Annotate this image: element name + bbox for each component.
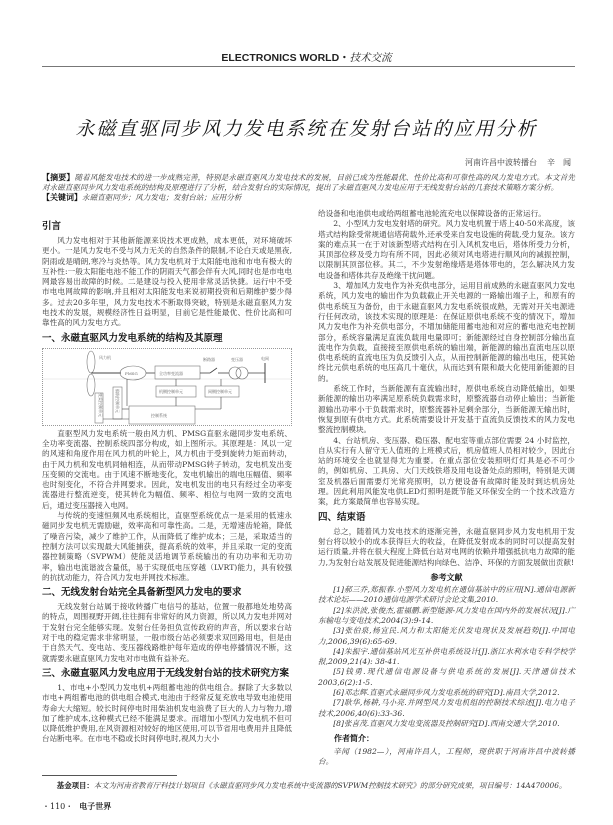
references-heading: 参考文献 xyxy=(430,572,463,582)
page-footer xyxy=(42,801,575,812)
journal-name: ELECTRONICS WORLD xyxy=(221,52,340,64)
reference-item: [6]邓志辉.直驱式永磁同步风力发电系统的研究[D].南昌大学,2012. xyxy=(333,688,560,698)
section-2-paragraph: 无线发射台站属于接收转播广电信号的基站，位置一般都地处地势高的特点，周围视野开阔,往往拥有非常好的风力资源，所以风力发电并网对于发射台完全能够实现。发射台任务担负宣传政府的声音，所以要求台站对于电的稳定需求非常明显，一般市级台站必须要求双回路用电，但是由于自然天气、变电站、变压器线路维护每年造成的停电停播情况不断，这就需要永磁直驱风力发电对市电做有益补充。 xyxy=(42,602,292,663)
label-converter: 全功率变流器 xyxy=(159,370,183,376)
label-control: 控制系统 xyxy=(151,412,167,418)
label-wind-turbine: 风力机 xyxy=(99,354,111,360)
left-column xyxy=(42,209,292,745)
continued-paragraph: 给设备和电池供电或给两组蓄电池轮流充电以保障设备的正常运行。 xyxy=(318,209,546,218)
section-name: 技术交流 xyxy=(349,52,392,64)
intro-heading: 引言 xyxy=(42,221,62,232)
intro-paragraph: 风力发电相对于其他新能源来说技术更成熟，成本更低，对环境破坏更小。一是风力发电不受与风力无关的自然条件的限制,不论白天或是黑夜,阴雨或是晴朗,寒冷与炎热等。风力发电机对于太阳能电池和市电有极大的互补性:一般太阳能电池不能工作的阴雨天气都会伴有大风,同时也是市电电网最容易出故障的时候。二是建设与投入使用非常灵活快捷。运行中不受市电电网故障的影响,并且相对太阳能发电来说初期投资和后期维护要少得多。过去20多年里，风力发电技术不断取得突破，特别是永磁直驱风力发电技术的发展，规模经济性日益明显，目前它是性能最优、性价比高和可靠性高的风力发电方式。 xyxy=(42,236,292,328)
reference-item: [3]张伯泉,杨宜民.风力和太阳能光伏发电现状及发展趋势[J].中国电力,2006,39(6):65-69. xyxy=(318,626,575,646)
page-number: ・110・ xyxy=(42,802,74,812)
author-name: 辛 闻 xyxy=(547,158,571,167)
section-3-paragraph-3: 3、增加风力发电作为补充供电部分，运用目前成熟的永磁直驱风力发电系统，风力发电的输出作为负载截止开关电源的一路输出端子上，和原有的供电系统互为备份，由于永磁直驱风力发电系统很成熟，无需对开关电源进行任何改动，该技术实现的原理是：在保证原供电系统不变的情况下，增加风力发电作为补充供电部分，不增加储能用蓄电池和对应的蓄电池充电控制部分，系统容量满足直流负载用电量即可；新能源经过自身控制部分输出直流电作为负载，直接接至原供电系统的输出端，新能源的输出直流电压以原供电系统的直流电压为负反馈引入点，从而控制新能源的输出电压，使其始终比元供电系统的电压高几十毫伏，从而达到有限和最大化使用新能源的目的。 xyxy=(318,281,575,383)
label-grid-ctrl: 网侧控制单元 xyxy=(208,388,232,394)
affiliation: 河南许昌中波转播台 xyxy=(465,158,537,167)
blade-bottom xyxy=(87,374,95,396)
separator: ・ xyxy=(339,52,350,64)
body-columns xyxy=(42,209,575,767)
section-1-paragraph-1: 直驱型风力发电系统一般由风力机、PMSG直驱永磁同步发电系统、全功率变流器、控制系统四部分构成，如上图所示。其原理是：风以一定的风速和角度作用在风力机的叶轮上，风力机由于受到旋转力矩而转动，由于风力机和发电机同轴相连，从而带动PMSG转子转动，发电机发出变压变频的交流电。由于风速不断地变化，发电机输出的端电压幅值、频率也时刻变化，不符合并网要求。因此，发电机发出的电只有经过全功率变流器进行整流逆变，使其转化为幅值、频率、相位与电网一致的交流电后，通过变压器接入电网。 xyxy=(42,428,292,510)
section-2-heading: 二、无线发射台站完全具备新型风力发电的要求 xyxy=(42,587,242,599)
label-pmsg: PMSG xyxy=(125,370,138,376)
keywords-label: 【关键词】 xyxy=(42,193,82,202)
article-title: 永磁直驱同步风力发电系统在发射台站的应用分析 xyxy=(75,118,538,140)
reference-item: [7]耿华,杨耕,马小亮.并网型风力发电机组的控制技术综述[J].电力电子技术,2006,40(6):33-36. xyxy=(318,698,575,718)
label-grid: 电网 xyxy=(261,355,269,361)
conclusion-paragraph: 总之，随着风力发电技术的逐渐完善，永磁直驱同步风力发电机用于发射台将以较小的成本获得巨大的收益，在降低发射成本的同时可以提高发射运行质量,并将在很大程度上降低台站对电网的依赖并增强抵抗电力故障的能力,为发射台站发展及促进能源结构向绿色、洁净、环保的方面发展做出贡献! xyxy=(318,526,575,567)
section-3-heading: 三、永磁直驱风力发电应用于无线发射台站的技术研究方案 xyxy=(42,667,290,679)
label-machine-ctrl: 机侧控制单元 xyxy=(159,388,183,394)
label-pitch-ctrl: 变桨控制单元 xyxy=(98,392,103,417)
section-3-paragraph-1: 1、市电+小型风力发电机+两组蓄电池的供电组合。摒除了大多数以市电+两组蓄电池的供电组合模式,电池由于经常反复充放电导致电池使用寿命大大缩短。较长时间停电时用柴油机发电浪费了巨大的人力与物力,增加了维护成本,这种模式已经不能满足要求。而增加小型风力发电机不但可以降低维护费用,在风资源相对较好的地区使用,可以节省用电费用并且降低台站断电率。在市电不稳或长时间停电时,视风力大小 xyxy=(42,682,292,744)
keywords-text: 永磁直驱同步；风力发电；发射台站；应用分析 xyxy=(82,193,242,202)
label-transformer: 变压器 xyxy=(231,356,243,362)
footnote-rule xyxy=(42,775,177,776)
funding-text: 本文为河南省教育厅科技计划项目《永磁直驱同步风力发电系统中变流器的SVPWM控制技术研究》的部分研究成果，项目编号：14A470006。 xyxy=(93,781,567,791)
label-yaw-ctrl: 偏航控制单元 xyxy=(115,388,120,413)
section-3-paragraph-2: 2、小型风力发电发射塔的研究。风力发电机置于塔上40-50米高度，该塔式结构除受常规通信塔荷载外,还承受来自发电设施的荷载,受力复杂。该方案的难点其一在于对该新型塔式结构在引入风机发电后，塔体所受力分析，其顶部位移及受力均有所不同，因此必须对风电塔进行顺风向的减振控制，以限制其顶部位移。其二，不少发射绝缘塔是塔体带电的，怎么解决风力发电设备和塔体共存及绝缘干扰问题。 xyxy=(318,219,575,280)
author-line xyxy=(455,157,571,168)
label-breaker: 断路器 xyxy=(203,356,215,362)
abstract-text: 随着风能发电技术的进一步成熟完善，特别是永磁直驱风力发电技术的发展，目前已成为性能最优、性价比高和可靠性高的风力发电方式。本文首先对永磁直驱同步风力发电系统的结构及原理进行了分析，结合发射台的实际情况，提出了永磁直驱风力发电应用于无线发射台站的几套技术策略方案分析。 xyxy=(42,173,575,192)
reference-item: [2]朱洪波,张俊杰,霍福鹏.新型能源-风力发电在国内外的发展状况[J].广东输电与变电技术,2004(3):9-14. xyxy=(318,605,575,625)
transformer-coil-1 xyxy=(229,367,241,379)
reference-item: [1]郝三乔,郑振春.小型风力发电机在通信基站中的应用[N].通信电源新技术论坛——2010通信电源学术研讨会论文集,2010. xyxy=(318,585,575,605)
abstract-label: 【摘要】 xyxy=(42,173,75,182)
section-3-paragraph-4: 系统工作时，当新能源有直流输出时，原供电系统自动降低输出，如果新能源的输出功率满足原系统负载需求时，原整流器自动停止输出；当新能源输出功率小于负载需求时，原整流器补足剩余部分，当新能源无输出时，恢复到原有供电方式。此系统需要设计开发基于直流负反馈技术的风力发电整流控制模块。 xyxy=(318,384,575,435)
reference-item: [5]钱勇.现代通信电源设备与供电系统的发展[J].天津通信技术2003,6(2):1-5. xyxy=(318,667,575,687)
reference-item: [4]朱振宇.通信基站风光互补供电系统设计[J].浙江水利水电专科学校学报,2009,21(4): 38-41. xyxy=(318,646,575,667)
section-4-heading: 四、结束语 xyxy=(318,511,366,523)
section-3-paragraph-5: 4、台站机房、变压器、稳压器、配电室等重点部位需要 24 小时监控，自从实行有人留守无人值班的上班模式后，机房值班人员相对较少，因此台站的环境安全也就显得尤为重要。在重点部位安装照明灯灯具是必不可少的，例如机房、工具房、大门天线铁塔及用电设备处点的照明，特别是天调室及机器后面需要灯光常亮照明，以方便设备有故障时能及时到达机房处理。因此利用风能发电供LED灯照明是既节能又环保安全的一个技术改造方案，此方案最简单也容易实现。 xyxy=(318,435,575,507)
system-diagram xyxy=(42,348,292,426)
section-1-paragraph-2: 与传统的变速恒频风电系统相比，直驱型系统优点一是采用的低速永磁同步发电机无需励磁，效率高和可靠性高。二是，无增速齿轮箱，降低了噪音污染，减少了维护工作，从而降低了维护成本；三是，采取适当的控制方法可以实现最大风能捕获，提高系统的效率，并且采取一定的变流器控制策略（SVPWM）使能灵活地调节系统输出的有功功率和无功功率，输出电流谐波含量低，易于实现低电压穿越（LVRT)能力，具有较强的抗扰动能力，符合风力发电并网技术标准。 xyxy=(42,511,292,582)
section-1-heading: 一、永磁直驱风力发电系统的结构及其原理 xyxy=(42,332,223,344)
journal-cn-name: 电子世界 xyxy=(79,802,112,812)
author-bio: 辛闻（1982—），河南许昌人，工程师，现供职于河南许昌中波转播台。 xyxy=(318,746,575,766)
blade-top xyxy=(87,351,95,373)
abstract xyxy=(42,173,575,203)
right-column xyxy=(318,209,575,767)
funding-label: 基金项目： xyxy=(56,781,94,791)
reference-item: [8]张喜茂.直驱风力发电变流器及控制研究[D].西南交通大学,2010. xyxy=(333,718,560,728)
funding-footnote xyxy=(42,781,575,791)
running-header xyxy=(0,50,613,65)
author-bio-heading: 作者简介： xyxy=(334,734,374,744)
header-rule xyxy=(42,66,575,67)
transformer-coil-2 xyxy=(236,367,248,379)
body-flow xyxy=(42,209,575,822)
